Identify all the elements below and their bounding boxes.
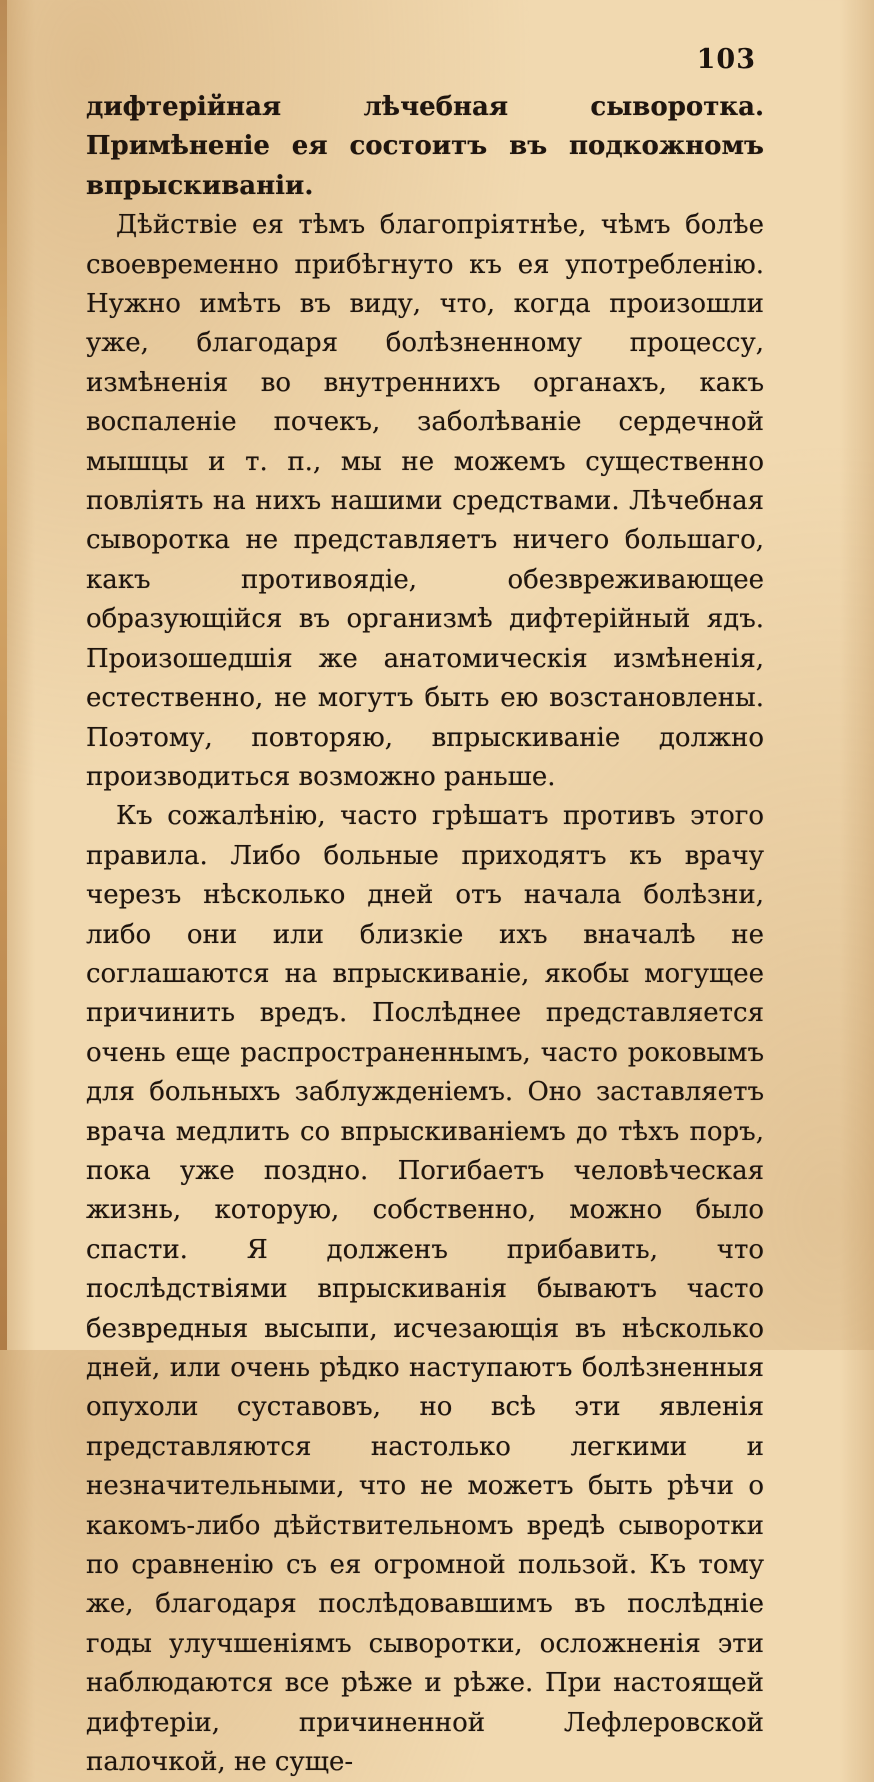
paragraph-2: Дѣйствіе ея тѣмъ благопріятнѣе, чѣмъ болѣе своевременно прибѣгнуто къ ея употребленію. Нужно имѣть въ виду, что, когда произошли уже, благодаря болѣзненному процессу, измѣненія во внутреннихъ органахъ, какъ воспаленіе почекъ, заболѣваніе сердечной мышцы и т. п., мы не можемъ существенно повліять на нихъ нашими средствами. Лѣчебная сыворотка не представляетъ ничего большаго, какъ противоядіе, обезвреживающее образующійся въ организмѣ дифтерійный ядъ. Произошедшія же анатомическія измѣненія, естественно, не могутъ быть ею возстановлены. Поэтому, повторяю, впрыскиваніе должно производиться возможно раньше. xyxy=(86,210,764,792)
page-text xyxy=(86,88,764,1782)
page-left-edge xyxy=(0,0,7,1350)
paragraph-1: дифтерійная лѣчебная сыворотка. Примѣненіе ея состоитъ въ подкожномъ впрыскиваніи. xyxy=(86,92,764,201)
page-number: 103 xyxy=(696,44,756,75)
paragraph-3: Къ сожалѣнію, часто грѣшатъ противъ этого правила. Либо больные приходятъ къ врачу черезъ нѣсколько дней отъ начала болѣзни, либо они или близкіе ихъ вначалѣ не соглашаются на впрыскиваніе, якобы могущее причинить вредъ. Послѣднее представляется очень еще распространеннымъ, часто роковымъ для больныхъ заблужденіемъ. Оно заставляетъ врача медлить со впрыскиваніемъ до тѣхъ поръ, пока уже поздно. Погибаетъ человѣческая жизнь, которую, собственно, можно было спасти. Я долженъ прибавить, что послѣдствіями впрыскиванія бываютъ часто безвредныя высыпи, исчезающія въ нѣсколько дней, или очень рѣдко наступаютъ болѣзненныя опухоли суставовъ, но всѣ эти явленія представляются настолько легкими и незначительными, что не можетъ быть рѣчи о какомъ-либо дѣйствительномъ вредѣ сыворотки по сравненію съ ея огромной пользой. Къ тому же, благодаря послѣдовавшимъ въ послѣдніе годы улучшеніямъ сыворотки, осложненія эти наблюдаются все рѣже и рѣже. При настоящей дифтеріи, причиненной Лефлеровской палочкой, не суще- xyxy=(86,801,764,1778)
